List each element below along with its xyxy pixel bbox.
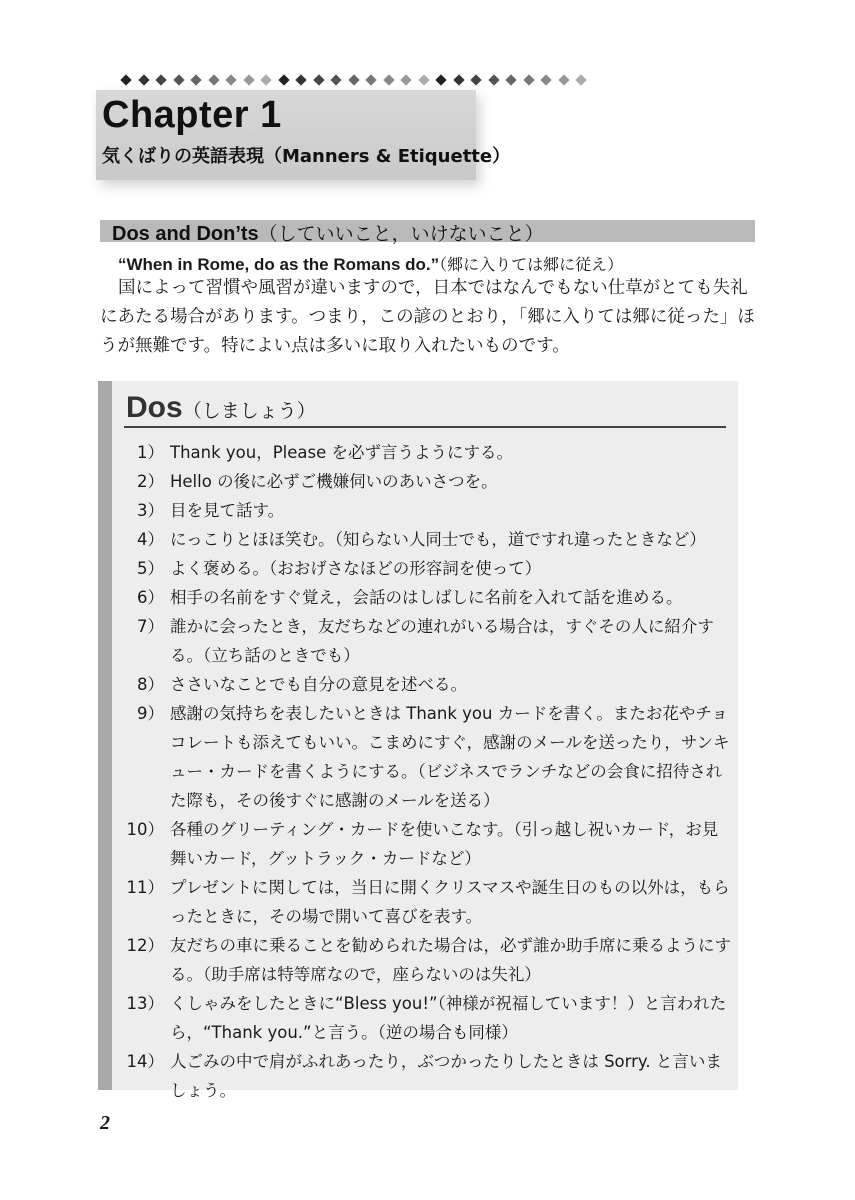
section-title: [112, 219, 544, 246]
item-text: 友だちの車に乗ることを勧められた場合は，必ず誰か助手席に乗るようにする。（助手席は特等席なので，座らないのは失礼）: [170, 936, 731, 984]
item-number: 7）: [137, 617, 164, 636]
list-item: [122, 467, 732, 496]
item-number: 9）: [137, 704, 164, 723]
chapter-subtitle: 気くばりの英語表現（Manners & Etiquette）: [102, 146, 511, 167]
diamond-ornament: [486, 72, 504, 90]
list-item: [122, 699, 732, 815]
diamond-ornament: [171, 72, 189, 90]
list-item: [122, 438, 732, 467]
diamond-ornament: [398, 72, 416, 90]
list-item: [122, 670, 732, 699]
diamond-ornament: [381, 72, 399, 90]
diamond-ornament: [153, 72, 171, 90]
diamond-ornament: [416, 72, 434, 90]
item-text: にっこりとほほ笑む。（知らない人同士でも，道ですれ違ったときなど）: [170, 530, 706, 549]
list-item: [122, 989, 732, 1047]
quote-en: “When in Rome, do as the Romans do.”: [118, 255, 440, 274]
diamond-ornament: [311, 72, 329, 90]
list-item: [122, 583, 732, 612]
diamond-ornament: [328, 72, 346, 90]
intro-line: 国によって習慣や風習が違いますので，日本ではなんでもない仕草がとても失礼: [118, 278, 748, 298]
item-text: 感謝の気持ちを表したいときは Thank you カードを書く。またお花やチョコレートも添えてもいい。こまめにすぐ，感謝のメールを送ったり，サンキュー・カードを書くようにする。（ビジネスでランチなどの会食に招待された際も，その後すぐに感謝のメールを送る）: [170, 704, 730, 810]
intro-line: にあたる場合があります。つまり，この諺のとおり，「郷に入りては郷に従った」ほ: [100, 307, 755, 327]
diamond-ornament: [188, 72, 206, 90]
list-item: [122, 815, 732, 873]
diamond-ornament: [503, 72, 521, 90]
list-item: [122, 525, 732, 554]
diamond-ornament: [258, 72, 276, 90]
diamond-ornament: [521, 72, 539, 90]
list-item: [122, 554, 732, 583]
list-item: [122, 931, 732, 989]
item-number: 10）: [126, 820, 164, 839]
dos-heading-jp: （しましょう）: [182, 400, 316, 422]
item-number: 12）: [126, 936, 164, 955]
intro-line: うが無難です。特によい点は多いに取り入れたいものです。: [100, 336, 570, 356]
diamond-ornament: [293, 72, 311, 90]
item-number: 2）: [137, 472, 164, 491]
chapter-title: Chapter 1: [102, 94, 282, 136]
list-item: [122, 1047, 732, 1105]
item-text: 各種のグリーティング・カードを使いこなす。（引っ越し祝いカード，お見舞いカード，グットラック・カードなど）: [170, 820, 719, 868]
dos-heading-rule: [124, 426, 726, 428]
item-text: ささいなことでも自分の意見を述べる。: [170, 675, 467, 694]
diamond-ornament: [276, 72, 294, 90]
item-text: Hello の後に必ずご機嫌伺いのあいさつを。: [170, 472, 498, 491]
diamond-ornament: [573, 72, 591, 90]
diamond-ornament: [136, 72, 154, 90]
item-text: 相手の名前をすぐ覚え，会話のはしばしに名前を入れて話を進める。: [170, 588, 683, 607]
diamond-ornament: [206, 72, 224, 90]
item-number: 6）: [137, 588, 164, 607]
diamond-ornament: [433, 72, 451, 90]
item-text: 人ごみの中で肩がふれあったり，ぶつかったりしたときは Sorry. と言いましょう。: [170, 1052, 722, 1100]
item-text: Thank you，Please を必ず言うようにする。: [170, 443, 514, 462]
intro-paragraph: [100, 274, 760, 361]
diamond-ornament: [468, 72, 486, 90]
diamond-ornament: [538, 72, 556, 90]
item-text: 目を見て話す。: [170, 501, 285, 520]
item-text: プレゼントに関しては，当日に開くクリスマスや誕生日のもの以外は，もらったときに，その場で開いて喜びを表す。: [170, 878, 730, 926]
diamond-ornament: [363, 72, 381, 90]
item-number: 5）: [137, 559, 164, 578]
item-number: 11）: [126, 878, 164, 897]
section-title-jp: （していいこと，いけないこと）: [258, 223, 544, 245]
item-text: 誰かに会ったとき，友だちなどの連れがいる場合は，すぐその人に紹介する。（立ち話のときでも）: [170, 617, 714, 665]
decorative-diamond-row: [118, 72, 618, 90]
list-item: [122, 496, 732, 525]
item-text: くしゃみをしたときに“Bless you!”（神様が祝福しています！）と言われたら，“Thank you.”と言う。（逆の場合も同様）: [170, 994, 727, 1042]
proverb-quote: [118, 252, 623, 275]
diamond-ornament: [223, 72, 241, 90]
item-number: 1）: [137, 443, 164, 462]
section-title-en: Dos and Don’ts: [112, 223, 259, 245]
item-number: 4）: [137, 530, 164, 549]
item-number: 13）: [126, 994, 164, 1013]
dos-list: [122, 438, 732, 1105]
list-item: [122, 612, 732, 670]
page-number: 2: [100, 1112, 110, 1134]
quote-jp: （郷に入りては郷に従え）: [439, 255, 624, 274]
diamond-ornament: [241, 72, 259, 90]
diamond-ornament: [346, 72, 364, 90]
dos-heading: [126, 391, 316, 425]
item-text: よく褒める。（おおげさなほどの形容詞を使って）: [170, 559, 542, 578]
dos-heading-en: Dos: [126, 391, 183, 424]
item-number: 8）: [137, 675, 164, 694]
list-item: [122, 873, 732, 931]
diamond-ornament: [556, 72, 574, 90]
diamond-ornament: [451, 72, 469, 90]
item-number: 14）: [126, 1052, 164, 1071]
diamond-ornament: [118, 72, 136, 90]
item-number: 3）: [137, 501, 164, 520]
